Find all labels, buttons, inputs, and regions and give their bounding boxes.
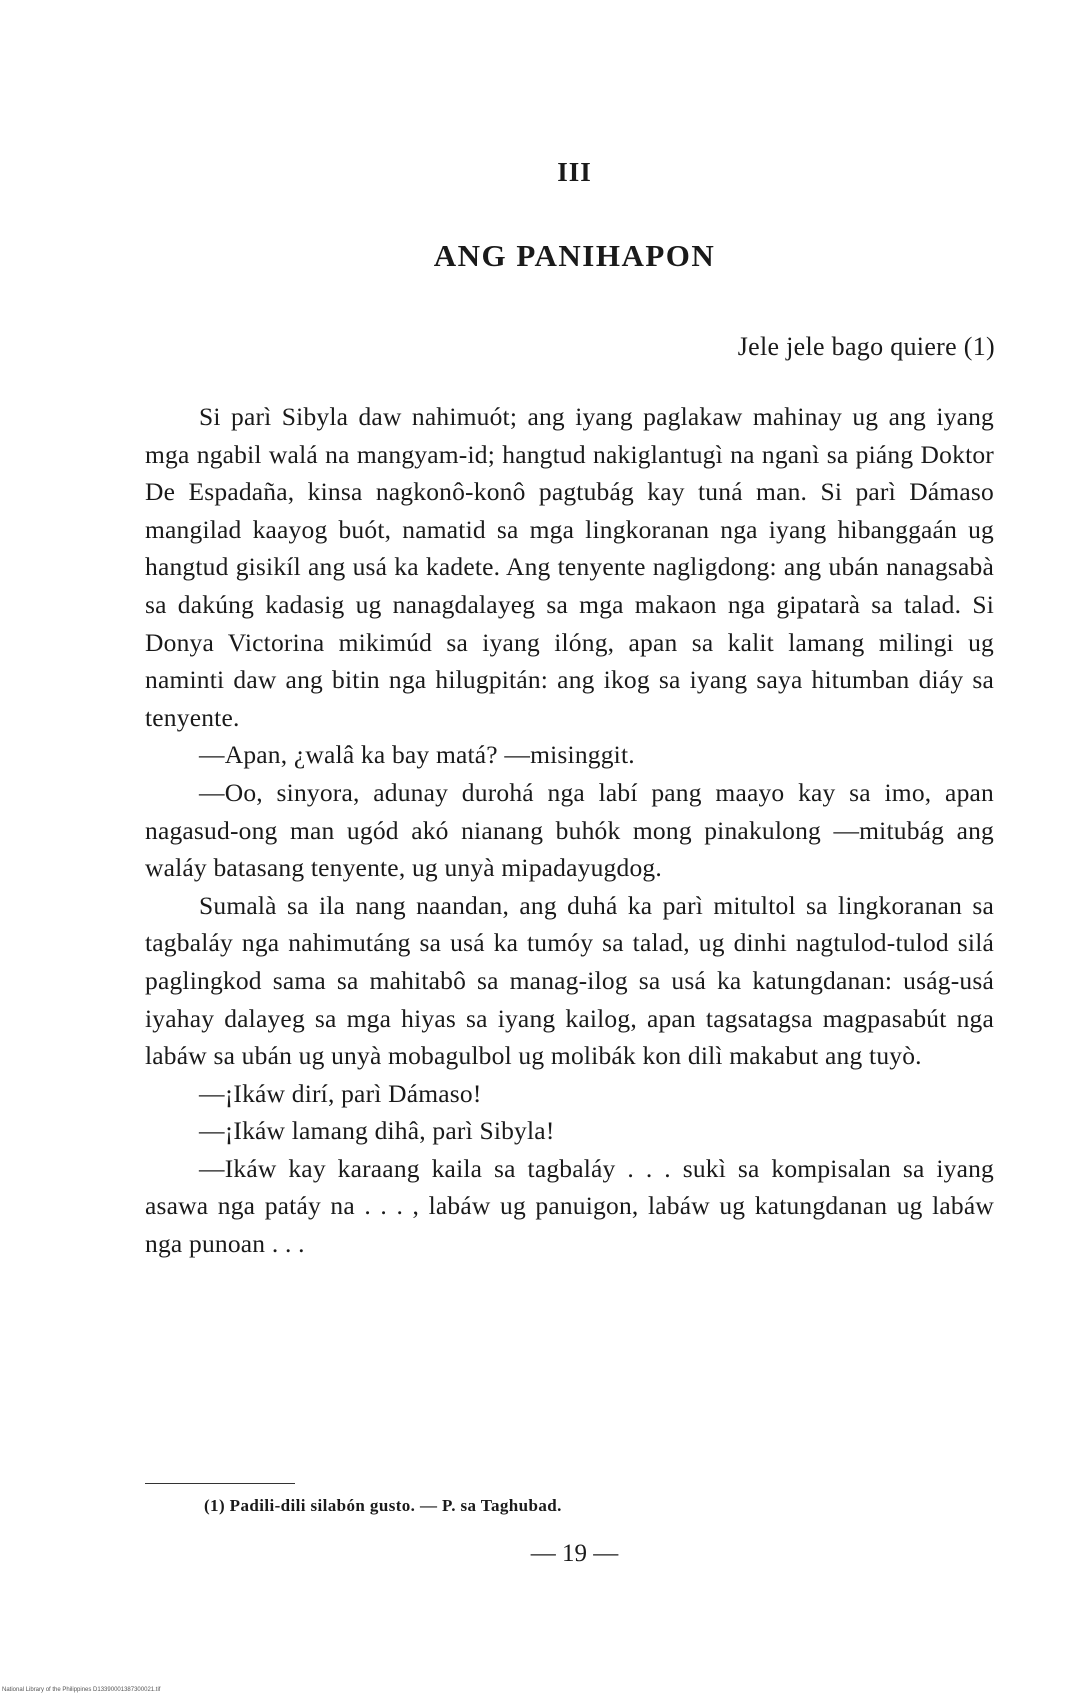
chapter-number: III: [557, 157, 592, 187]
paragraph: —¡Ikáw lamang dihâ, parì Sibyla!: [199, 1116, 555, 1146]
body-text: [145, 398, 994, 1263]
paragraph: Si parì Sibyla daw nahimuót; ang iyang paglakaw mahinay ug ang iyang mga ngabil walá na mangyam-id; hangtud nakiglantugì na nganì sa piáng Doktor De Espadaña, kinsa nagkonô-konô pagtubág kay tuná man. Si parì Dámaso mangilad kaayog buót, namatid sa mga lingkoranan nga iyang hibanggaán ug hangtud gisikíl ang usá ka kadete. Ang tenyente nagligdong: ang ubán nanagsabà sa dakúng kadasig ug nanagdalayeg sa mga makaon nga gipatarà sa talad. Si Donya Victorina mikimúd sa iyang ilóng, apan sa kalit lamang milingi ug naminti daw ang bitin nga hilugpitán: ang ikog sa iyang saya hitumban diáy sa tenyente.: [145, 402, 994, 732]
footnote-divider: [145, 1483, 295, 1484]
paragraph: —Ikáw kay karaang kaila sa tagbaláy . . . sukì sa kompisalan sa iyang asawa nga patáy na . . . , labáw ug panuigon, labáw ug katungdanan ug labáw nga punoan . . .: [145, 1153, 994, 1259]
footnote: (1) Padili-dili silabón gusto. — P. sa Taghubad.: [204, 1496, 562, 1515]
epigraph: Jele jele bago quiere (1): [737, 332, 995, 361]
scan-watermark: National Library of the Philippines D13390001387300021.tif: [2, 1687, 161, 1693]
paragraph: —¡Ikáw dirí, parì Dámaso!: [199, 1078, 482, 1108]
paragraph: Sumalà sa ila nang naandan, ang duhá ka parì mitultol sa lingkoranan sa tagbaláy nga nahimutáng sa usá ka tumóy sa talad, ug dinhi nagtulod-tulod silá paglingkod sama sa mahitabô sa manag-ilog sa usá ka katungdanan: uság-usá iyahay dalayeg sa mga hiyas sa iyang kailog, apan tagsatagsa magpasabút nga labáw sa ubán ug unyà mobagulbol ug molibák kon dilì makabut ang tuyò.: [145, 890, 994, 1071]
chapter-title: ANG PANIHAPON: [433, 238, 716, 273]
paragraph: —Oo, sinyora, adunay durohá nga labí pang maayo kay sa imo, apan nagasud-ong man ugód akó nianang buhók mong pinakulong —mitubág ang waláy batasang tenyente, ug unyà mipadayugdog.: [145, 777, 994, 883]
paragraph: —Apan, ¿walâ ka bay matá? —misinggit.: [199, 740, 635, 770]
page-number: — 19 —: [530, 1540, 619, 1567]
